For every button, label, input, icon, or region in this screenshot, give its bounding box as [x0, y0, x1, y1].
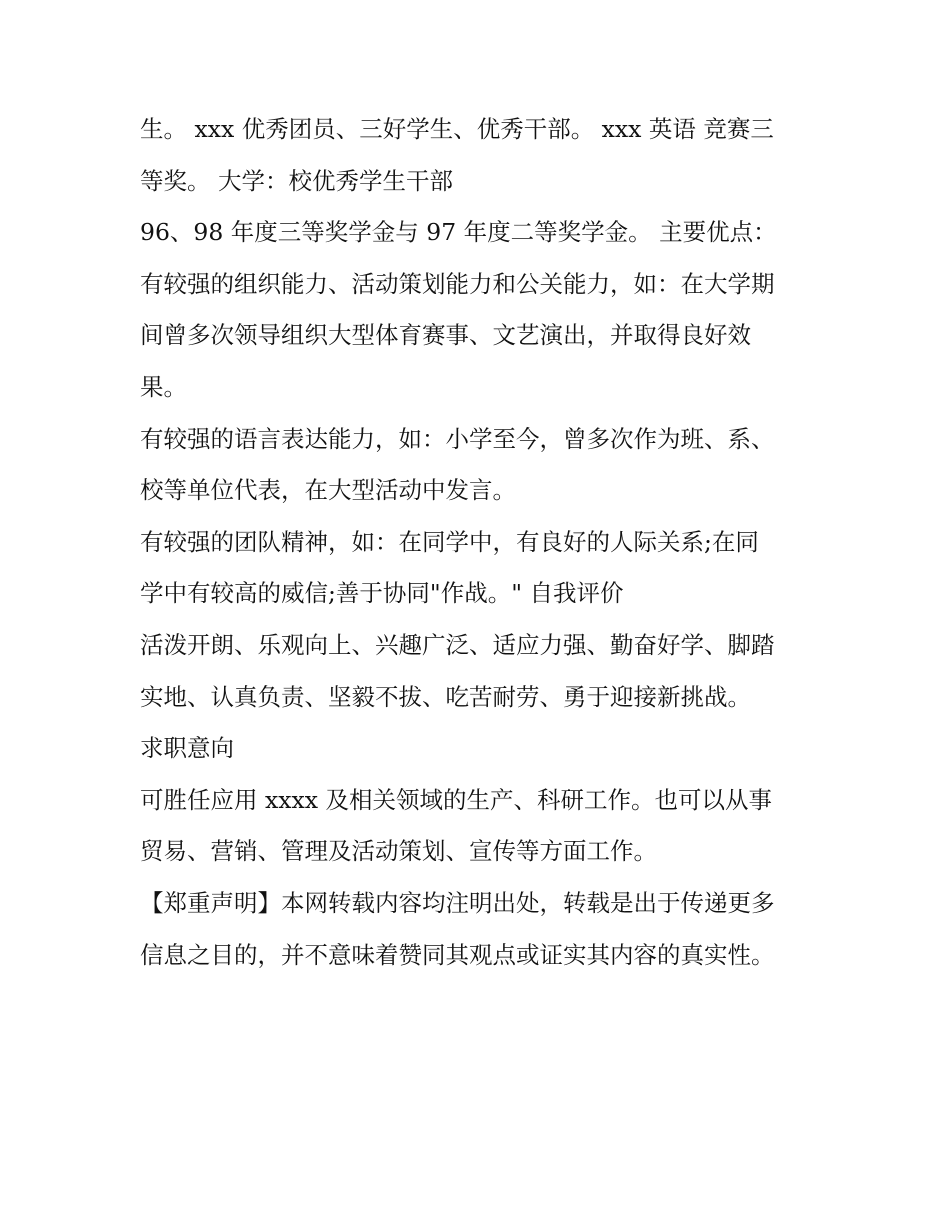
text-line-teamwork-1: 有较强的团队精神，如：在同学中，有良好的人际关系;在同 [140, 527, 759, 556]
text-line-teamwork-2: 学中有较高的威信;善于协同"作战。" 自我评价 [140, 579, 624, 608]
text-line-job-intention-1: 可胜任应用 xxxx 及相关领域的生产、科研工作。也可以从事 [140, 785, 772, 814]
text-line-disclaimer-2: 信息之目的，并不意味着赞同其观点或证实其内容的真实性。 [140, 940, 775, 969]
text-line-self-evaluation-1: 活泼开朗、乐观向上、兴趣广泛、适应力强、勤奋好学、脚踏 [140, 630, 775, 659]
text-line-organization-3: 果。 [140, 372, 187, 401]
text-line-awards-2: 等奖。 大学：校优秀学生干部 [140, 166, 453, 195]
text-line-job-intention-2: 贸易、营销、管理及活动策划、宣传等方面工作。 [140, 837, 657, 866]
text-line-organization-2: 间曾多次领导组织大型体育赛事、文艺演出，并取得良好效 [140, 321, 751, 350]
text-line-awards-1: 生。 xxx 优秀团员、三好学生、优秀干部。 xxx 英语 竞赛三 [140, 115, 774, 143]
document-body [140, 104, 830, 981]
text-line-language-2: 校等单位代表，在大型活动中发言。 [140, 476, 516, 505]
section-heading-job-intention: 求职意向 [140, 734, 234, 763]
text-line-language-1: 有较强的语言表达能力，如：小学至今，曾多次作为班、系、 [140, 424, 775, 453]
text-line-disclaimer-1: 【郑重声明】本网转载内容均注明出处，转载是出于传递更多 [140, 888, 775, 917]
text-line-self-evaluation-2: 实地、认真负责、坚毅不拔、吃苦耐劳、勇于迎接新挑战。 [140, 682, 751, 711]
text-line-organization-1: 有较强的组织能力、活动策划能力和公关能力，如：在大学期 [140, 269, 775, 298]
text-line-scholarships: 96、98 年度三等奖学金与 97 年度二等奖学金。 主要优点： [140, 218, 777, 247]
